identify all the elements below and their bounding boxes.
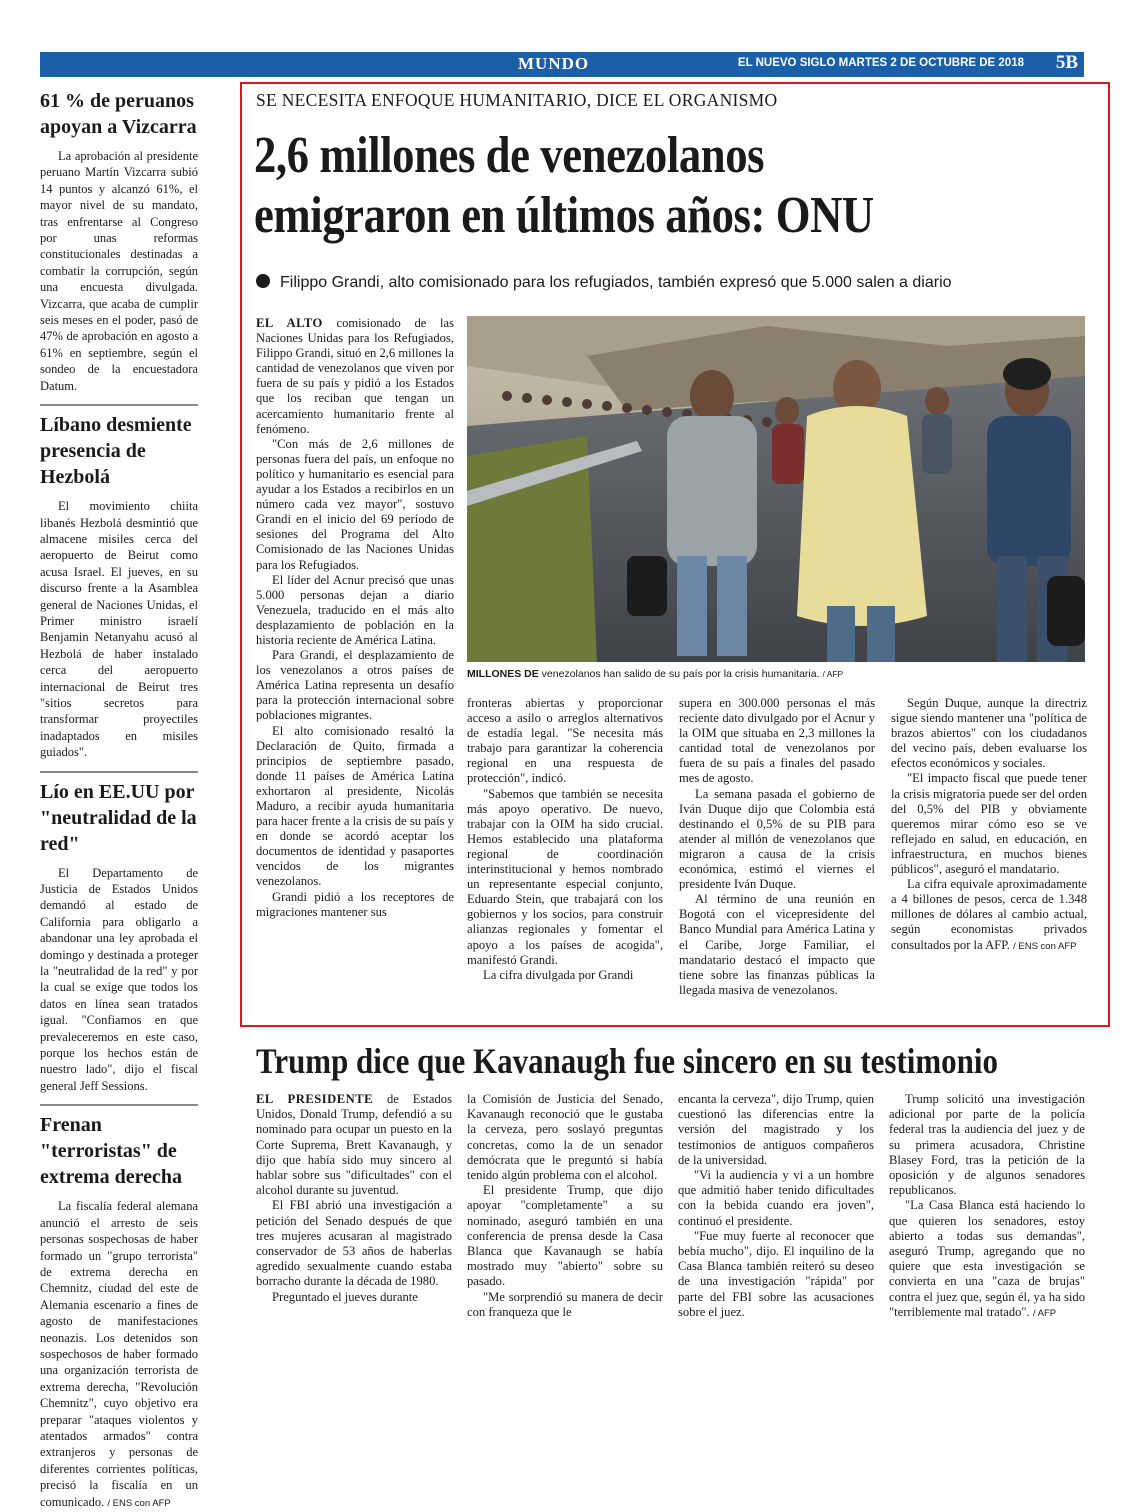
brief-title: Frenan "terroristas" de extrema derecha	[40, 1114, 182, 1189]
brief-title: 61 % de peruanos apoyan a Vizcarra	[40, 90, 197, 138]
headline	[254, 126, 976, 246]
paragraph: El líder del Acnur precisó que unas 5.000 personas dejan a diario Venezuela, traducido en el más alto desplazamiento de población en la historia reciente de América Latina.	[256, 572, 454, 647]
paragraph: "Con más de 2,6 millones de personas fuera del país, un enfoque no político y humanitario es esencial para ayudar a los Estados a recibirlos en un número cada vez mayor", sostuvo Grandi en el inicio del 69 período de sesiones del Programa del Alto Comisionado de las Naciones Unidas para los Refugiados.	[256, 436, 454, 572]
brief-title: Líbano desmiente presencia de Hezbolá	[40, 414, 192, 489]
paragraph: fronteras abiertas y proporcionar acceso a asilo o arreglos alternativos de estadía legal. "Se necesita más trabajo para garantizar la coherencia regional en una respuesta de protección", indicó.	[467, 696, 663, 786]
section-name: MUNDO	[518, 54, 590, 73]
paragraph-text: "La Casa Blanca está haciendo lo que quieren los senadores, estoy abierto a todas sus demandas", aseguró Trump, agregando que no quiere que esta investigación se convierta en una "caza de brujas" contra el juez que, según él, ya ha sido "terriblemente mal tratado".	[889, 1198, 1085, 1319]
paragraph-text: La cifra equivale aproximadamente a 4 billones de pesos, cerca de 1.348 millones de dólares al cambio actual, según economistas privados consultados por la AFP.	[891, 877, 1087, 952]
caption-lead: MILLONES DE	[467, 668, 539, 680]
deck-text: Filippo Grandi, alto comisionado para los refugiados, también expresó que 5.000 salen a diario	[280, 274, 952, 291]
story2-column-3	[678, 1092, 874, 1320]
divider	[40, 1104, 198, 1106]
paragraph: "Fue muy fuerte al reconocer que bebía mucho", dijo. El inquilino de la Casa Blanca también reiteró su deseo de una investigación "rápida" por parte del FBI sobre las acusaciones sobre el juez.	[678, 1228, 874, 1319]
brief-peru	[40, 88, 198, 394]
brief-text: La fiscalía federal alemana anunció el arresto de seis personas sospechosas de haber formado un "grupo terrorista" de extrema derecha en Chemnitz, ciudad del este de Alemania escenario a fines de agosto de manifestaciones neonazis. Los detenidos son sospechosos de haber formado una organización terrorista de extrema derecha, "Revolución Chemnitz", cuyo objetivo era preparar "ataques violentos y atentados armados" contra extranjeros y personas de diferentes corrientes políticas, precisó la fiscalía en un comunicado.	[40, 1199, 198, 1509]
kicker: SE NECESITA ENFOQUE HUMANITARIO, DICE EL ORGANISMO	[256, 90, 778, 110]
paragraph: la Comisión de Justicia del Senado, Kavanaugh reconoció que le gustaba la cerveza, pero soslayó preguntas concretas, como la de un senador demócrata que le preguntó si había tenido algún problema con el alcohol.	[467, 1092, 663, 1183]
paragraph: El alto comisionado resaltó la Declaración de Quito, firmada a principios de septiembre pasado, donde 11 países de América Latina exhortaron al presidente, Nicolás Maduro, a recibir ayuda humanitaria para hacer frente a la crisis de su país y en donde se acordó aceptar los documentos de identidad y pasaportes vencidos de los migrantes venezolanos.	[256, 723, 454, 889]
paragraph	[256, 1092, 452, 1198]
paragraph	[889, 1198, 1085, 1321]
divider	[40, 771, 198, 773]
paragraph: El FBI abrió una investigación a petición del Senado después de que tres mujeres acusaran al magistrado conservador de 53 años de haberlas agredido sexualmente cuando estaba borracho durante la década de 1980.	[256, 1198, 452, 1289]
paragraph: Al término de una reunión en Bogotá con el vicepresidente del Banco Mundial para América Latina y el Caribe, Jorge Familiar, el mandatario destacó el impacto que tiene sobre las finanzas públicas la llegada masiva de venezolanos.	[679, 892, 875, 997]
feature-column-2	[467, 696, 663, 983]
paragraph-text: de Estados Unidos, Donald Trump, defendió a su nominado para ocupar un puesto en la Corte Suprema, Brett Kavanaugh, y dijo que había sido muy sincero al hablar sobre sus "dificultades" con el alcohol durante su juventud.	[256, 1092, 452, 1198]
dateline: EL PRESIDENTE	[256, 1092, 374, 1106]
caption-credit: / AFP	[822, 669, 844, 679]
paragraph	[891, 877, 1087, 953]
headline-line-1: 2,6 millones de venezolanos	[254, 127, 765, 184]
story2-credit: / AFP	[1032, 1307, 1057, 1319]
brief-body: El Departamento de Justicia de Estados Unidos demandó al estado de California para obligarlo a abandonar una ley aprobada el domingo y destinada a proteger la "neutralidad de la red" y por la cual se exige que todos los datos en línea sean tratados igual. "Confiamos en que prevaleceremos en este caso, porque los hechos están de nuestro lado", dijo el fiscal general Jeff Sessions.	[40, 865, 198, 1093]
paragraph: supera en 300.000 personas el más reciente dato divulgado por el Acnur y la OIM que situaba en 2,3 millones la cantidad total de venezolanos por fuera de su país a finales del pasado mes de agosto.	[679, 696, 875, 786]
brief-net-neutrality	[40, 771, 198, 1095]
story2-column-4	[889, 1092, 1085, 1321]
paragraph: Preguntado el jueves durante	[272, 1289, 418, 1304]
paragraph: Para Grandi, el desplazamiento de los venezolanos a otros países de América Latina representa un desafío para la protección internacional sobre poblaciones migrantes.	[256, 648, 454, 723]
paragraph: Trump solicitó una investigación adicional por parte de la policía federal tras la audiencia del juez y de su primera acusadora, Christine Blasey Ford, tras la petición de la oposición y de algunos senadores republicanos.	[889, 1092, 1085, 1198]
paragraph: La cifra divulgada por Grandi	[483, 967, 634, 982]
brief-credit: / ENS con AFP	[107, 1497, 171, 1509]
paragraph: "Me sorprendió su manera de decir con franqueza que le	[467, 1289, 663, 1319]
feature-column-3	[679, 696, 875, 998]
paragraph	[256, 316, 454, 437]
edition-line: EL NUEVO SIGLO MARTES 2 DE OCTUBRE DE 2018	[737, 57, 1024, 69]
story2-column-2	[467, 1092, 663, 1320]
paragraph-text: comisionado de las Naciones Unidas para los Refugiados, Filippo Grandi, situó en 2,6 millones la cantidad de venezolanos que viven por fuera de su país y pidió a los Estados que los reciban que tengan un acercamiento humanitario frente al fenómeno.	[256, 316, 454, 436]
page-number: 5B	[1055, 52, 1078, 73]
paragraph: encanta la cerveza", dijo Trump, quien cuestionó las diferencias entre la versión del magistrado y los testimonios de antiguos compañeros de la universidad.	[678, 1092, 874, 1167]
brief-body	[40, 1198, 198, 1512]
dateline: EL ALTO	[256, 316, 323, 330]
feature-column-4	[891, 696, 1087, 954]
brief-germany	[40, 1104, 198, 1512]
brief-body: El movimiento chiita libanés Hezbolá desmintió que almacene misiles cerca del aeropuerto de Beirut como acusa Israel. El jueves, en su discurso frente a la Asamblea general de Naciones Unidas, el Primer ministro israelí Benjamin Netanyahu acusó al Hezbolá de haber instalado cerca del aeropuerto internacional de Beirut tres "sitios secretos para transformar proyectiles inadaptados en misiles guiados".	[40, 499, 198, 760]
paragraph: "Vi la audiencia y vi a un hombre que admitió haber tenido dificultades con la bebida cuando era joven", continuó el presidente.	[678, 1168, 874, 1228]
brief-title: Lío en EE.UU por "neutralidad de la red"	[40, 780, 197, 855]
paragraph: "Sabemos que también se necesita más apoyo operativo. De nuevo, trabajar con la OIM ha sido crucial. Hemos establecido una plataforma regional de coordinación interinstitucional y hemos nombrado un representante especial conjunto, Eduardo Stein, que trabajará con los gobiernos y los socios, para construir alianzas regionales y fomentar el apoyo a los países de acogida", manifestó Grandi.	[467, 786, 663, 967]
page-header	[40, 52, 1084, 77]
brief-lebanon	[40, 404, 198, 761]
feature-credit: / ENS con AFP	[1013, 940, 1077, 952]
bullet-icon	[256, 274, 270, 288]
paragraph: "El impacto fiscal que puede tener la crisis migratoria puede ser del orden del 0,5% del PIB y obviamente queremos mirar cómo eso se ve reflejado en salud, en educación, en infraestructura, en muchos bienes públicos", aseguró el mandatario.	[891, 771, 1087, 877]
photo-caption	[467, 668, 1085, 680]
caption-text: venezolanos han salido de su país por la crisis humanitaria.	[538, 668, 823, 680]
paragraph: Según Duque, aunque la directriz sigue siendo mantener una "política de brazos abiertos" con los ciudadanos del vecino país, deben evaluarse los efectos económicos y sociales.	[891, 696, 1087, 771]
paragraph: La semana pasada el gobierno de Iván Duque dijo que Colombia está destinando el 0,5% de su PIB para atender al millón de venezolanos que migraron a causa de la crisis económica, estimó el viernes el presidente Iván Duque.	[679, 786, 875, 892]
paragraph: Grandi pidió a los receptores de migraciones mantener sus	[256, 889, 454, 919]
deck	[256, 274, 952, 292]
news-briefs-sidebar	[40, 88, 198, 1512]
story2-column-1	[256, 1092, 452, 1305]
story2-headline: Trump dice que Kavanaugh fue sincero en su testimonio	[256, 1041, 998, 1081]
photo-illustration	[467, 316, 1085, 662]
paragraph: El presidente Trump, que dijo apoyar "completamente" a su nominado, aseguró también en una conferencia de prensa desde la Casa Blanca que Kavanaugh se había mostrado muy "abierto" sobre su pasado.	[467, 1183, 663, 1289]
headline-line-2: emigraron en últimos años: ONU	[254, 187, 874, 244]
divider	[40, 404, 198, 406]
feature-story	[240, 82, 1110, 1027]
photo-migrants	[467, 316, 1085, 662]
feature-column-1	[256, 316, 454, 920]
brief-body: La aprobación al presidente peruano Martín Vizcarra subió 14 puntos y alcanzó 61%, el mayor nivel de su mandato, tras enfrentarse al Congreso por unas reformas constitucionales destinadas a combatir la corrupción, según una encuesta divulgada. Vizcarra, que acaba de cumplir seis meses en el poder, pasó de 47% de aprobación en agosto a 61% en septiembre, según el sondeo de la encuestadora Datum.	[40, 149, 198, 393]
